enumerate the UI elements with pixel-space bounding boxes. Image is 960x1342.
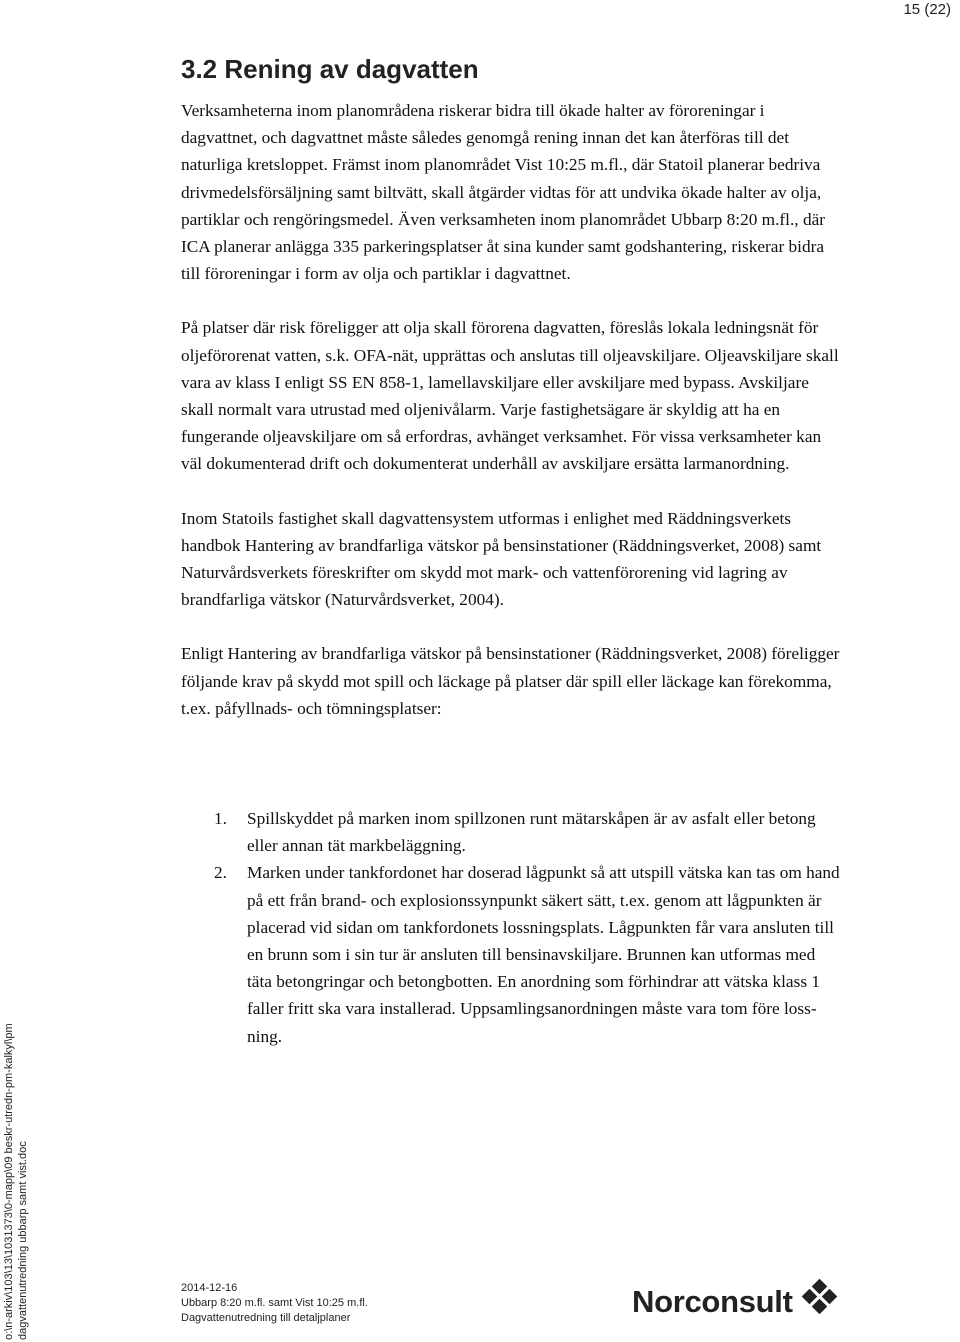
paragraph-1: Verksamheterna inom planområdena riskerar bidra till ökade halter av föroreningar i dagvattnet, och dagvattnet måste således genomgå rening innan det kan återföras till det naturliga kretsloppet. Främst inom planområdet Vist 10:25 m.fl., där Statoil planerar bedriva drivmedelsförsäljning samt biltvätt, skall åtgärder vidtas för att undvika ökade halter av olja, partiklar och rengöringsmedel. Även verksamheten inom planområdet Ubbarp 8:20 m.fl., där ICA planerar anlägga 335 parkeringsplatser åt sina kunder samt godshantering, riskerar bidra till föroreningar i form av olja och partiklar i dagvattnet.: [181, 101, 826, 284]
list-item: [214, 805, 844, 859]
list-item: [214, 859, 844, 1049]
footer-date: 2014-12-16: [181, 1282, 238, 1294]
logo-text: Norconsult: [632, 1284, 793, 1319]
norconsult-logo: [632, 1279, 840, 1327]
list-item-text: Spillskyddet på marken inom spillzonen runt mätarskåpen är av asfalt eller betong eller annan tät markbeläggning.: [247, 809, 816, 856]
list-item-number: 1.: [214, 809, 227, 828]
file-path-sidebar: [0, 1012, 42, 1342]
list-item-text: Marken under tankfordonet har doserad lågpunkt så att utspill vätska kan tas om hand på ett från brand- och explosionssynpunkt säkert sätt, t.ex. genom att lågpunkten är placerad vid sidan om tankfordonets lossningsplats. Lågpunkten får vara ansluten till en brunn som i sin tur är ansluten till bensinavskiljare. Brunnen kan utformas med täta betongringar och betongbotten. En anordning som förhindrar att vätska klass 1 faller fritt ska vara installerad. Uppsamlingsanordningen måste vara tom före lossning.: [247, 863, 840, 1046]
page-number: 15 (22): [903, 1, 951, 18]
footer-project: Ubbarp 8:20 m.fl. samt Vist 10:25 m.fl.: [181, 1297, 368, 1309]
paragraph-2: På platser där risk föreligger att olja skall förorena dagvatten, föreslås lokala ledningsnät för oljeförorenat vatten, s.k. OFA-nät, upprättas och anslutas till oljeavskiljare. Oljeavskiljare skall vara av klass I enligt SS EN 858-1, lamellavskiljare eller avskiljare med bypass. Avskiljare skall normalt vara utrustad med oljenivålarm. Varje fastighetsägare är skyldig att ha en fungerande oljeavskiljare om så erfordras, avhänget verksamhet. För vissa verksamheter kan väl dokumenterad drift och dokumenterat underhåll av avskiljare ersätta larmanordning.: [181, 318, 839, 474]
sidebar-filename: dagvattenutredning ubbarp samt vist.doc: [17, 1141, 29, 1340]
sidebar-path: o:\n-arkiv\103\13\1031373\0-mapp\09 beskr-utredn-pm-kalkyl\pm: [3, 1023, 15, 1340]
body-text: [181, 97, 841, 722]
paragraph-3: Inom Statoils fastighet skall dagvattensystem utformas i enlighet med Räddningsverkets handbok Hantering av brandfarliga vätskor på bensinstationer (Räddningsverket, 2008) samt Naturvårdsverkets föreskrifter om skydd mot mark- och vattenförorening vid lagring av brandfarliga vätskor (Naturvårdsverket, 2004).: [181, 508, 822, 610]
section-heading: 3.2 Rening av dagvatten: [181, 54, 479, 84]
paragraph-4: Enligt Hantering av brandfarliga vätskor på bensinstationer (Räddningsverket, 2008) föreligger följande krav på skydd mot spill och läckage på platser där spill eller läckage kan förekomma, t.ex. påfyllnads- och tömningsplatser:: [181, 644, 840, 718]
list-item-number: 2.: [214, 863, 227, 883]
requirements-list: [214, 805, 844, 1050]
norconsult-diamond-icon: [800, 1279, 840, 1323]
footer: [181, 1281, 368, 1326]
footer-document: Dagvattenutredning till detaljplaner: [181, 1312, 351, 1324]
